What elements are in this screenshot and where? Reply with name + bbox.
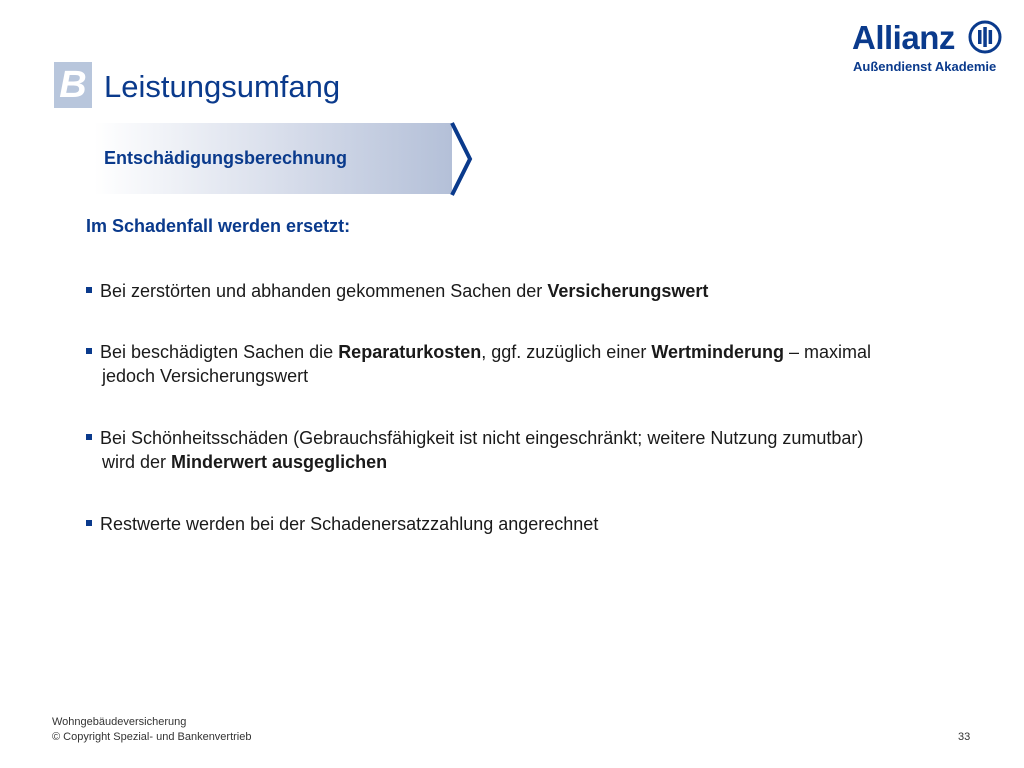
page-title: Leistungsumfang [104,69,341,104]
bullet-continuation [86,450,976,474]
chevron-right-icon [448,121,476,197]
bullet-emphasis: Minderwert ausgeglichen [171,452,388,472]
bullet-emphasis: Wertminderung [651,342,785,362]
brand-name: Allianz [852,19,955,56]
page-number: 33 [958,731,971,743]
footer-title: Wohngebäudeversicherung [52,716,187,728]
square-bullet-icon [86,348,92,354]
bullet-emphasis: Versicherungswert [547,281,709,301]
allianz-emblem-icon [968,20,1002,54]
section-badge: B [54,62,92,108]
bullet-item [86,340,976,388]
footer-copyright: © Copyright Spezial- und Bankenvertrieb [52,731,252,743]
square-bullet-icon [86,434,92,440]
brand-logo [852,18,1004,76]
bullet-text: – maximal [784,342,872,362]
square-bullet-icon [86,287,92,293]
square-bullet-icon [86,520,92,526]
subsection-label: Entschädigungsberechnung [104,148,348,168]
bullet-text: Bei zerstörten und abhanden gekommenen Sachen der [100,281,548,301]
bullet-continuation: jedoch Versicherungswert [102,366,309,386]
bullet-text: Bei beschädigten Sachen die [100,342,339,362]
bullet-text: Bei Schönheitsschäden (Gebrauchsfähigkeit ist nicht eingeschränkt; weitere Nutzung zumutbar) [100,428,864,448]
bullet-text: wird der [102,452,172,472]
content-heading: Im Schadenfall werden ersetzt: [86,216,351,236]
bullet-item [86,512,976,536]
bullet-item [86,426,976,474]
bullet-text: Restwerte werden bei der Schadenersatzzahlung angerechnet [100,514,599,534]
bullet-emphasis: Reparaturkosten [338,342,482,362]
brand-subtitle: Außendienst Akademie [853,59,997,74]
bullet-text: , ggf. zuzüglich einer [481,342,652,362]
bullet-item [86,279,976,303]
